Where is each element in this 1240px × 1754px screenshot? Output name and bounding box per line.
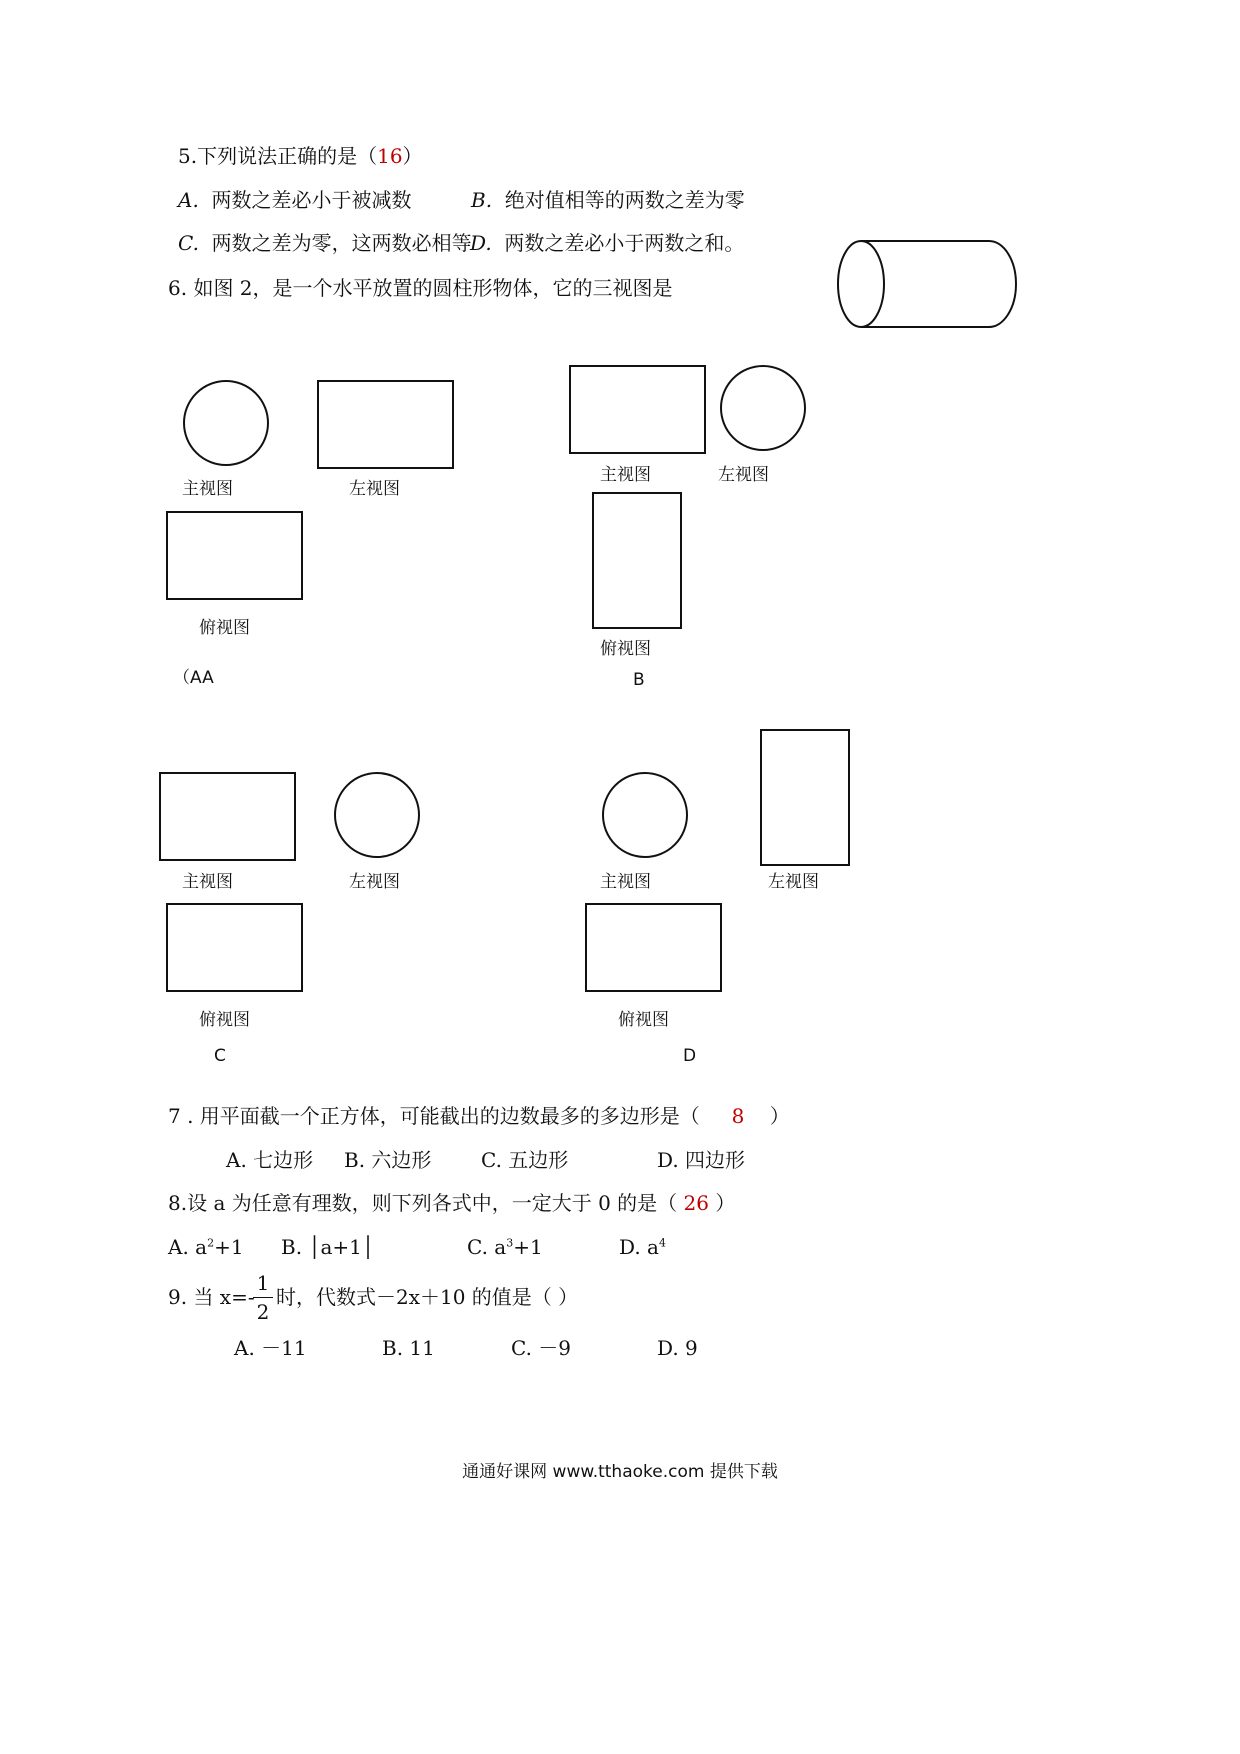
q5-stem-text: 5.下列说法正确的是（	[178, 144, 378, 168]
q8-option-d	[619, 1237, 666, 1257]
q5-option-b	[471, 190, 745, 210]
q5-option-d-letter: D.	[470, 231, 492, 255]
option-c-label: C	[214, 1046, 226, 1066]
q9-stem-pre: 9. 当 x=-	[168, 1285, 255, 1309]
q9-fraction	[253, 1271, 273, 1324]
q7-option-c: C. 五边形	[481, 1148, 569, 1172]
option-d-left-label: 左视图	[768, 872, 819, 892]
q7-option-a: A. 七边形	[226, 1148, 314, 1172]
q9-fraction-bar	[253, 1297, 273, 1298]
option-b-left-view-circle	[720, 365, 806, 451]
option-c-left-view-circle	[334, 772, 420, 858]
option-b-front-view-rect	[569, 365, 706, 454]
q9-fraction-denominator: 2	[256, 1300, 270, 1324]
option-d-front-view-circle	[602, 772, 688, 858]
q8-option-d-pre: D. a	[619, 1235, 659, 1259]
q8-answer: 26	[683, 1191, 709, 1215]
option-a-front-label: 主视图	[182, 479, 233, 499]
q6-stem: 6. 如图 2，是一个水平放置的圆柱形物体，它的三视图是	[168, 276, 673, 300]
q8-option-a-sup: 2	[207, 1236, 215, 1250]
option-c-top-view-rect	[166, 903, 303, 992]
q7-answer: 8	[731, 1104, 745, 1128]
option-a-top-label: 俯视图	[199, 618, 250, 638]
option-d-left-view-rect	[760, 729, 850, 866]
option-b-label: B	[633, 670, 645, 690]
option-d-front-label: 主视图	[600, 872, 651, 892]
q5-option-b-letter: B.	[471, 188, 493, 212]
q9-option-c: C. －9	[511, 1336, 572, 1360]
q8-option-c-sup: 3	[506, 1236, 514, 1250]
q9-option-a: A. －11	[234, 1336, 307, 1360]
option-c-front-label: 主视图	[182, 872, 233, 892]
page-footer: 通通好课网 www.tthaoke.com 提供下载	[462, 1462, 778, 1482]
q5-option-a-letter: A.	[178, 188, 199, 212]
q7-option-b: B. 六边形	[344, 1148, 432, 1172]
q8-stem-text: 8.设 a 为任意有理数，则下列各式中，一定大于 0 的是（	[168, 1191, 678, 1215]
q9-fraction-numerator: 1	[256, 1271, 270, 1295]
option-a-front-view-circle	[183, 380, 269, 466]
option-c-top-label: 俯视图	[199, 1010, 250, 1030]
option-a-label: （AA	[173, 668, 214, 688]
q8-option-c	[467, 1237, 543, 1257]
q5-option-d-text: 两数之差必小于两数之和。	[504, 231, 745, 255]
option-a-left-view-rect	[317, 380, 454, 469]
q8-option-a-pre: A. a	[168, 1235, 208, 1259]
q5-option-a	[178, 190, 412, 210]
q5-stem	[178, 146, 423, 166]
option-d-label: D	[683, 1046, 697, 1066]
option-d-top-view-rect	[585, 903, 722, 992]
q7-stem	[168, 1106, 790, 1126]
q5-option-c-text: 两数之差为零，这两数必相等	[211, 231, 472, 255]
option-a-top-view-rect	[166, 511, 303, 600]
q7-close: ）	[769, 1104, 790, 1128]
option-d-top-label: 俯视图	[618, 1010, 669, 1030]
q8-option-c-pre: C. a	[467, 1235, 507, 1259]
q7-option-d: D. 四边形	[657, 1148, 746, 1172]
q9-stem-post: 时，代数式－2x＋10 的值是（ ）	[276, 1285, 579, 1309]
q7-stem-text: 7 . 用平面截一个正方体，可能截出的边数最多的多边形是（	[168, 1104, 700, 1128]
q9-option-b: B. 11	[382, 1336, 435, 1360]
option-b-top-label: 俯视图	[600, 639, 651, 659]
q5-option-a-text: 两数之差必小于被减数	[211, 188, 412, 212]
q8-option-a-post: +1	[214, 1235, 244, 1259]
q8-option-b: B. │a+1│	[281, 1235, 374, 1259]
q8-option-a	[168, 1237, 244, 1257]
q8-stem	[168, 1193, 735, 1213]
option-c-front-view-rect	[159, 772, 296, 861]
q9-option-d: D. 9	[657, 1336, 698, 1360]
q5-option-c-letter: C.	[178, 231, 199, 255]
option-a-left-label: 左视图	[349, 479, 400, 499]
cylinder-figure	[834, 236, 1022, 334]
option-b-top-view-rect	[592, 492, 682, 629]
q8-close: ）	[715, 1191, 736, 1215]
q5-option-b-text: 绝对值相等的两数之差为零	[504, 188, 745, 212]
option-c-left-label: 左视图	[349, 872, 400, 892]
q8-option-c-post: +1	[513, 1235, 543, 1259]
option-b-left-label: 左视图	[718, 465, 769, 485]
q5-option-c	[178, 233, 472, 253]
option-b-front-label: 主视图	[600, 465, 651, 485]
q5-close: ）	[402, 144, 423, 168]
q8-option-d-sup: 4	[658, 1236, 666, 1250]
q5-answer: 16	[377, 144, 403, 168]
q5-option-d	[470, 233, 744, 253]
